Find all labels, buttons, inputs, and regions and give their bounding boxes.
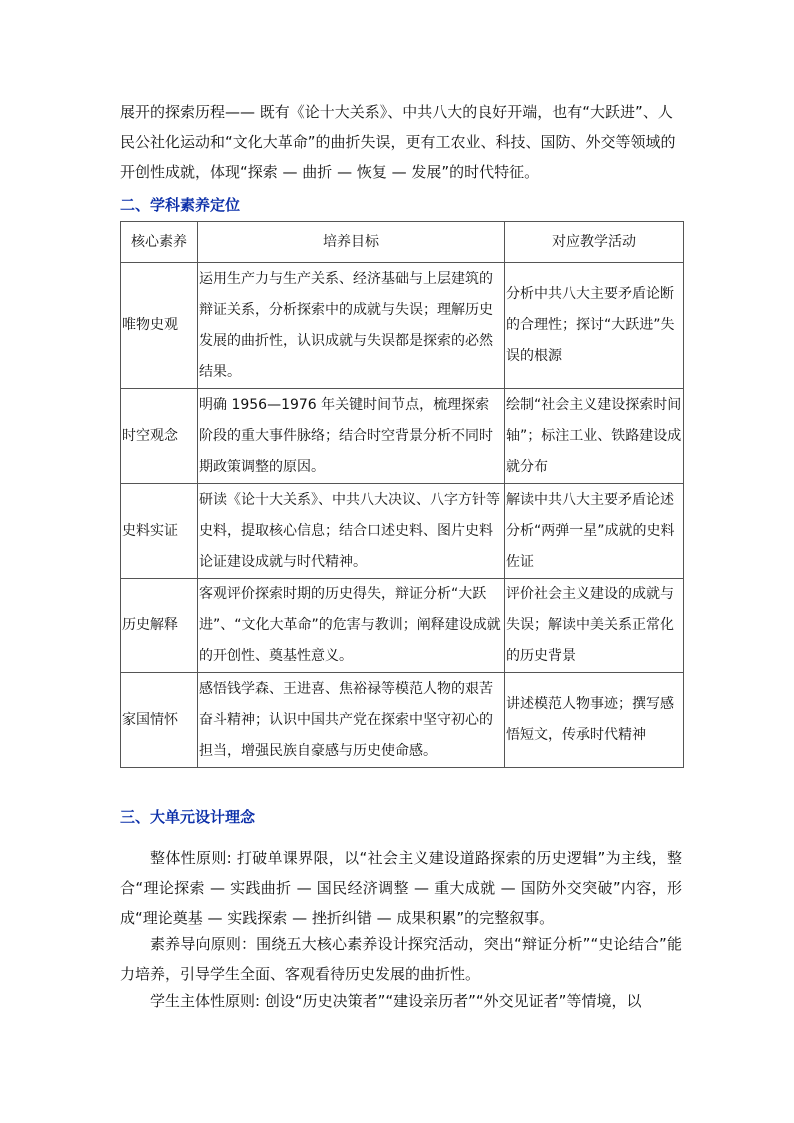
literacy-table xyxy=(120,221,684,768)
header-training-goal: 培养目标 xyxy=(198,222,505,263)
literacy-activity: 绘制“社会主义建设探索时间轴”；标注工业、铁路建设成就分布 xyxy=(505,389,684,484)
literacy-activity: 讲述模范人物事迹；撰写感悟短文，传承时代精神 xyxy=(505,673,684,768)
principle-student: 学生主体性原则: 创设“历史决策者”“建设亲历者”“外交见证者”等情境，以 xyxy=(150,992,642,1010)
section-2-heading: 二、学科素养定位 xyxy=(120,196,241,214)
literacy-activity: 解读中共八大主要矛盾论述分析“两弹一星”成就的史料佐证 xyxy=(505,484,684,579)
literacy-goal: 运用生产力与生产关系、经济基础与上层建筑的辩证关系，分析探索中的成就与失误；理解历史发展的曲折性，认识成就与失误都是探索的必然结果。 xyxy=(198,263,505,389)
intro-paragraph xyxy=(120,97,682,187)
literacy-name: 史料实证 xyxy=(121,484,198,579)
table-row xyxy=(121,673,684,768)
principle-holistic: 整体性原则: 打破单课界限，以“社会主义建设道路探索的历史逻辑”为主线，整合“理论探索 — 实践曲折 — 国民经济调整 — 重大成就 — 国防外交突破”内容，形成“理论奠基 — 实践探索 — 挫折纠错 — 成果积累”的完整叙事。 xyxy=(120,849,682,927)
table-row xyxy=(121,389,684,484)
table-row xyxy=(121,263,684,389)
table-header-row xyxy=(121,222,684,263)
section-3-heading: 三、大单元设计理念 xyxy=(120,808,256,826)
literacy-name: 时空观念 xyxy=(121,389,198,484)
header-core-literacy: 核心素养 xyxy=(121,222,198,263)
literacy-name: 家国情怀 xyxy=(121,673,198,768)
intro-line-1: 展开的探索历程—— 既有《论十大关系》、中共八大的良好开端，也有“大跃进”、人 xyxy=(120,103,673,121)
literacy-goal: 客观评价探索时期的历史得失，辩证分析“大跃进”、“文化大革命”的危害与教训；阐释建设成就的开创性、奠基性意义。 xyxy=(198,579,505,673)
principle-literacy: 素养导向原则：围绕五大核心素养设计探究活动，突出“辩证分析”“史论结合”能力培养，引导学生全面、客观看待历史发展的曲折性。 xyxy=(120,935,682,983)
literacy-goal: 研读《论十大关系》、中共八大决议、八字方针等史料，提取核心信息；结合口述史料、图片史料论证建设成就与时代精神。 xyxy=(198,484,505,579)
literacy-activity: 分析中共八大主要矛盾论断的合理性；探讨“大跃进”失误的根源 xyxy=(505,263,684,389)
table-row xyxy=(121,484,684,579)
literacy-name: 历史解释 xyxy=(121,579,198,673)
intro-line-3: 开创性成就，体现“探索 — 曲折 — 恢复 — 发展”的时代特征。 xyxy=(120,163,540,181)
literacy-name: 唯物史观 xyxy=(121,263,198,389)
literacy-goal: 感悟钱学森、王进喜、焦裕禄等模范人物的艰苦奋斗精神；认识中国共产党在探索中坚守初心的担当，增强民族自豪感与历史使命感。 xyxy=(198,673,505,768)
intro-line-2: 民公社化运动和“文化大革命”的曲折失误，更有工农业、科技、国防、外交等领域的 xyxy=(120,133,676,151)
header-teaching-activity: 对应教学活动 xyxy=(505,222,684,263)
literacy-goal: 明确 1956—1976 年关键时间节点，梳理探索阶段的重大事件脉络；结合时空背景分析不同时期政策调整的原因。 xyxy=(198,389,505,484)
table-row xyxy=(121,579,684,673)
literacy-activity: 评价社会主义建设的成就与失误；解读中美关系正常化的历史背景 xyxy=(505,579,684,673)
